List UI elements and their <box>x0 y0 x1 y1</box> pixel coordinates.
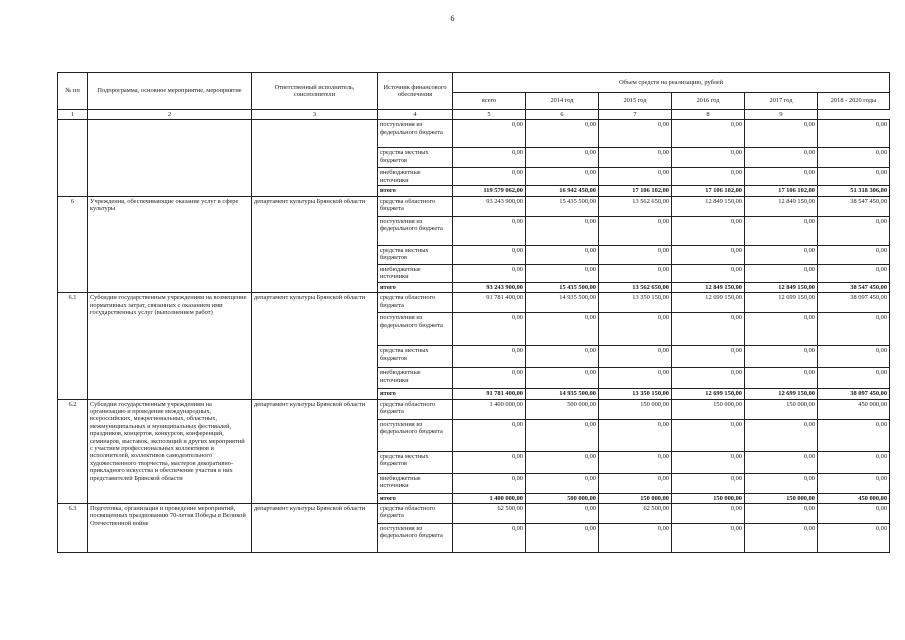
responsible-executor: департамент культуры Брянской области <box>252 504 378 553</box>
amount-cell: 0,00 <box>672 473 745 493</box>
amount-cell: 0,00 <box>599 168 672 186</box>
amount-cell: 0,00 <box>672 168 745 186</box>
amount-cell: 0,00 <box>672 524 745 553</box>
amount-cell: 0,00 <box>745 419 818 451</box>
funding-source: внебюджетные источники <box>378 264 453 282</box>
amount-cell: 0,00 <box>745 245 818 264</box>
amount-cell: 0,00 <box>526 264 599 282</box>
amount-cell: 0,00 <box>745 504 818 524</box>
amount-cell: 0,00 <box>526 473 599 493</box>
amount-cell: 1 400 000,00 <box>453 399 526 419</box>
funding-source: средства областного бюджета <box>378 196 453 216</box>
amount-cell: 0,00 <box>526 313 599 346</box>
amount-cell: 0,00 <box>818 120 890 148</box>
funding-source: средства областного бюджета <box>378 293 453 313</box>
amount-cell: 12 849 150,00 <box>672 196 745 216</box>
amount-cell: 0,00 <box>745 168 818 186</box>
amount-cell: 0,00 <box>672 346 745 368</box>
amount-cell: 119 579 062,00 <box>453 186 526 196</box>
amount-cell: 0,00 <box>526 168 599 186</box>
amount-cell: 0,00 <box>672 313 745 346</box>
funding-source: итого <box>378 282 453 292</box>
amount-cell: 0,00 <box>453 451 526 473</box>
amount-cell: 12 849 150,00 <box>672 282 745 292</box>
amount-cell: 13 350 150,00 <box>599 293 672 313</box>
amount-cell: 12 699 150,00 <box>745 389 818 399</box>
amount-cell: 0,00 <box>526 368 599 389</box>
amount-cell: 17 106 102,00 <box>599 186 672 196</box>
amount-cell: 38 097 450,00 <box>818 389 890 399</box>
amount-cell: 14 935 500,00 <box>526 293 599 313</box>
amount-cell: 0,00 <box>599 451 672 473</box>
amount-cell: 0,00 <box>453 148 526 168</box>
header-responsible: Ответственный исполнитель, соисполнители <box>252 73 378 110</box>
funding-source: поступления из федерального бюджета <box>378 524 453 553</box>
amount-cell: 0,00 <box>672 245 745 264</box>
amount-cell: 150 000,00 <box>599 399 672 419</box>
amount-cell: 0,00 <box>818 168 890 186</box>
col-index: 5 <box>453 110 526 120</box>
table-body <box>58 120 890 553</box>
amount-cell: 0,00 <box>672 264 745 282</box>
program-name: Субсидии государственным учреждениям на организацию и проведение международных, всероссийских, межрегиональных, областных, межмуниципальных и муниципальных фестивалей, праздников, концертов, конкурсов, конференций, семинаров, выставок, экспозиций и других мероприятий с участием профессиональных коллективов и исполнителей, коллективов самодеятельного художественного творчества, мастеров декоративно-прикладного искусства и обеспечение участия в них представителей Брянской области <box>88 399 252 503</box>
column-index-row <box>58 110 890 120</box>
col-index: 1 <box>58 110 88 120</box>
table-row <box>58 399 890 419</box>
amount-cell: 0,00 <box>599 473 672 493</box>
amount-cell: 0,00 <box>672 120 745 148</box>
amount-cell: 91 781 400,00 <box>453 293 526 313</box>
amount-cell: 0,00 <box>818 504 890 524</box>
amount-cell: 0,00 <box>745 264 818 282</box>
header-total: всего <box>453 93 526 110</box>
amount-cell: 93 243 900,00 <box>453 196 526 216</box>
amount-cell: 13 562 650,00 <box>599 196 672 216</box>
amount-cell: 0,00 <box>818 451 890 473</box>
amount-cell: 12 849 150,00 <box>745 282 818 292</box>
amount-cell: 0,00 <box>672 419 745 451</box>
amount-cell: 13 562 650,00 <box>599 282 672 292</box>
amount-cell: 0,00 <box>599 419 672 451</box>
amount-cell: 0,00 <box>453 216 526 245</box>
amount-cell: 0,00 <box>745 368 818 389</box>
amount-cell: 0,00 <box>745 473 818 493</box>
amount-cell: 14 935 500,00 <box>526 389 599 399</box>
row-number: 6.1 <box>58 293 88 399</box>
amount-cell: 0,00 <box>745 346 818 368</box>
amount-cell: 0,00 <box>453 120 526 148</box>
amount-cell: 0,00 <box>745 451 818 473</box>
amount-cell: 93 243 900,00 <box>453 282 526 292</box>
amount-cell: 0,00 <box>453 264 526 282</box>
amount-cell: 0,00 <box>818 313 890 346</box>
amount-cell: 0,00 <box>453 346 526 368</box>
funding-source: внебюджетные источники <box>378 368 453 389</box>
amount-cell: 0,00 <box>599 346 672 368</box>
amount-cell: 500 000,00 <box>526 399 599 419</box>
amount-cell: 0,00 <box>599 216 672 245</box>
amount-cell: 12 849 150,00 <box>745 196 818 216</box>
amount-cell: 0,00 <box>818 524 890 553</box>
program-name: Учреждения, обеспечивающие оказание услуг в сфере культуры <box>88 196 252 292</box>
header-2016: 2016 год <box>672 93 745 110</box>
responsible-executor: департамент культуры Брянской области <box>252 293 378 399</box>
responsible-executor <box>252 120 378 196</box>
amount-cell: 0,00 <box>745 216 818 245</box>
amount-cell: 450 000,00 <box>818 399 890 419</box>
amount-cell: 17 106 102,00 <box>745 186 818 196</box>
amount-cell: 0,00 <box>599 148 672 168</box>
amount-cell: 1 400 000,00 <box>453 493 526 503</box>
amount-cell: 13 350 150,00 <box>599 389 672 399</box>
amount-cell: 91 781 400,00 <box>453 389 526 399</box>
funding-source: итого <box>378 493 453 503</box>
amount-cell: 0,00 <box>526 216 599 245</box>
col-index: 7 <box>599 110 672 120</box>
amount-cell: 12 699 150,00 <box>672 293 745 313</box>
amount-cell: 0,00 <box>453 245 526 264</box>
header-2014: 2014 год <box>526 93 599 110</box>
funding-source: средства областного бюджета <box>378 399 453 419</box>
amount-cell: 0,00 <box>672 368 745 389</box>
col-index: 2 <box>88 110 252 120</box>
amount-cell: 0,00 <box>745 148 818 168</box>
amount-cell: 38 097 450,00 <box>818 293 890 313</box>
amount-cell: 450 000,00 <box>818 493 890 503</box>
funding-source: средства местных бюджетов <box>378 346 453 368</box>
funding-source: средства местных бюджетов <box>378 148 453 168</box>
amount-cell: 0,00 <box>526 120 599 148</box>
amount-cell: 0,00 <box>818 216 890 245</box>
amount-cell: 38 547 450,00 <box>818 282 890 292</box>
col-index: 6 <box>526 110 599 120</box>
amount-cell: 12 699 150,00 <box>672 389 745 399</box>
amount-cell: 0,00 <box>818 245 890 264</box>
funding-source: средства местных бюджетов <box>378 451 453 473</box>
amount-cell: 150 000,00 <box>745 493 818 503</box>
funding-source: поступления из федерального бюджета <box>378 419 453 451</box>
amount-cell: 12 699 150,00 <box>745 293 818 313</box>
amount-cell: 0,00 <box>818 368 890 389</box>
amount-cell: 0,00 <box>453 313 526 346</box>
funding-source: итого <box>378 389 453 399</box>
row-number: 6.2 <box>58 399 88 503</box>
amount-cell: 62 500,00 <box>599 504 672 524</box>
responsible-executor: департамент культуры Брянской области <box>252 399 378 503</box>
table-row <box>58 120 890 148</box>
table-header <box>58 73 890 120</box>
amount-cell: 15 435 500,00 <box>526 196 599 216</box>
funding-source: средства местных бюджетов <box>378 245 453 264</box>
amount-cell: 500 000,00 <box>526 493 599 503</box>
amount-cell: 0,00 <box>599 120 672 148</box>
amount-cell: 150 000,00 <box>672 493 745 503</box>
amount-cell: 0,00 <box>526 346 599 368</box>
header-source: Источник финансового обеспечения <box>378 73 453 110</box>
amount-cell: 0,00 <box>745 313 818 346</box>
program-name: Субсидии государственным учреждениям на возмещение нормативных затрат, связанных с оказанием ими государственных услуг (выполнением работ) <box>88 293 252 399</box>
row-number: 6 <box>58 196 88 292</box>
header-volume: Объем средств на реализацию, рублей <box>453 73 890 93</box>
col-index: 8 <box>672 110 745 120</box>
amount-cell: 150 000,00 <box>745 399 818 419</box>
col-index: 3 <box>252 110 378 120</box>
amount-cell: 0,00 <box>672 451 745 473</box>
funding-source: поступления из федерального бюджета <box>378 120 453 148</box>
funding-source: средства областного бюджета <box>378 504 453 524</box>
funding-source: поступления из федерального бюджета <box>378 216 453 245</box>
amount-cell: 0,00 <box>526 524 599 553</box>
amount-cell: 38 547 450,00 <box>818 196 890 216</box>
col-index: 4 <box>378 110 453 120</box>
page-number: 6 <box>450 14 455 23</box>
row-number: 6.3 <box>58 504 88 553</box>
amount-cell: 16 942 450,00 <box>526 186 599 196</box>
funding-source: внебюджетные источники <box>378 473 453 493</box>
amount-cell: 0,00 <box>745 524 818 553</box>
amount-cell: 0,00 <box>672 148 745 168</box>
amount-cell: 0,00 <box>818 264 890 282</box>
program-name: Подготовка, организация и проведение мероприятий, посвященных празднованию 70-летия Победы в Великой Отечественной войне <box>88 504 252 553</box>
amount-cell: 0,00 <box>599 313 672 346</box>
amount-cell: 0,00 <box>526 245 599 264</box>
amount-cell: 0,00 <box>672 216 745 245</box>
amount-cell: 0,00 <box>818 473 890 493</box>
amount-cell: 150 000,00 <box>599 493 672 503</box>
amount-cell: 0,00 <box>453 419 526 451</box>
budget-table <box>57 72 890 553</box>
amount-cell: 0,00 <box>453 473 526 493</box>
amount-cell: 0,00 <box>818 419 890 451</box>
col-index: 9 <box>745 110 818 120</box>
table-row <box>58 293 890 313</box>
amount-cell: 0,00 <box>599 245 672 264</box>
header-2015: 2015 год <box>599 93 672 110</box>
amount-cell: 0,00 <box>526 419 599 451</box>
amount-cell: 150 000,00 <box>672 399 745 419</box>
funding-source: итого <box>378 186 453 196</box>
amount-cell: 0,00 <box>818 346 890 368</box>
amount-cell: 0,00 <box>745 120 818 148</box>
amount-cell: 62 500,00 <box>453 504 526 524</box>
amount-cell: 0,00 <box>453 524 526 553</box>
amount-cell: 0,00 <box>453 168 526 186</box>
amount-cell: 0,00 <box>526 148 599 168</box>
header-2017: 2017 год <box>745 93 818 110</box>
amount-cell: 0,00 <box>453 368 526 389</box>
header-program: Подпрограмма, основное мероприятие, мероприятие <box>88 73 252 110</box>
amount-cell: 0,00 <box>818 148 890 168</box>
amount-cell: 0,00 <box>526 451 599 473</box>
funding-source: внебюджетные источники <box>378 168 453 186</box>
funding-source: поступления из федерального бюджета <box>378 313 453 346</box>
row-number <box>58 120 88 196</box>
header-2018-2020: 2018 - 2020 годы <box>818 93 890 110</box>
table-row <box>58 196 890 216</box>
amount-cell: 0,00 <box>599 264 672 282</box>
amount-cell: 17 106 102,00 <box>672 186 745 196</box>
amount-cell: 0,00 <box>599 524 672 553</box>
amount-cell: 51 318 306,00 <box>818 186 890 196</box>
header-num: № пп <box>58 73 88 110</box>
amount-cell: 15 435 500,00 <box>526 282 599 292</box>
amount-cell: 0,00 <box>599 368 672 389</box>
table-row <box>58 504 890 524</box>
responsible-executor: департамент культуры Брянской области <box>252 196 378 292</box>
amount-cell: 0,00 <box>672 504 745 524</box>
program-name <box>88 120 252 196</box>
amount-cell: 0,00 <box>526 504 599 524</box>
